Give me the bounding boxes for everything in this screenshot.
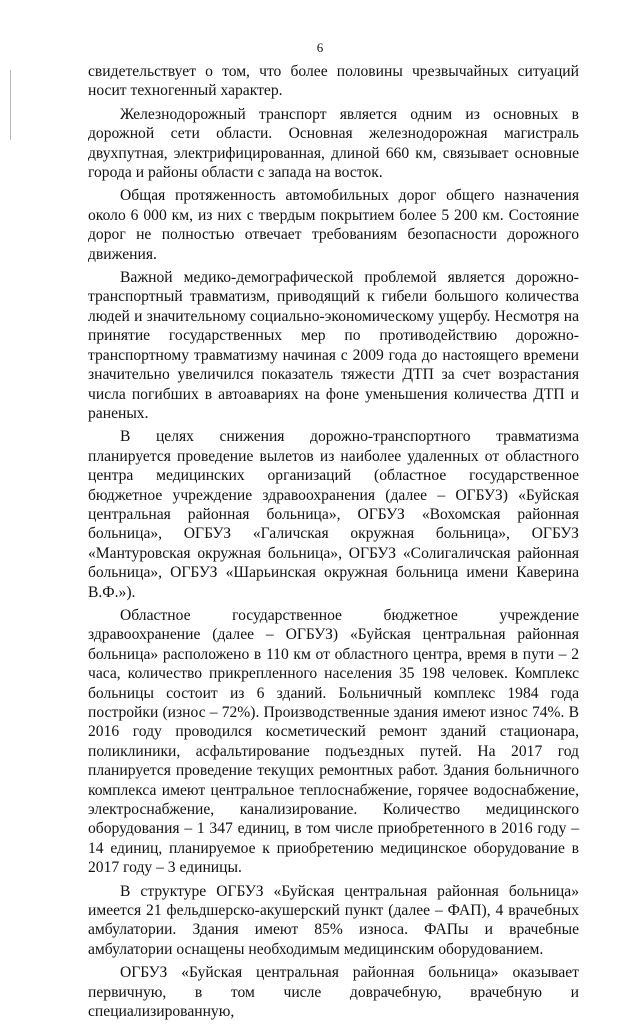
paragraph-medical-flights: В целях снижения дорожно-транспортного травматизма планируется проведение вылетов из наиболее удаленных от областного центра медицинских организаций (областное государственное бюджетное учреждение здравоохранения (далее – ОГБУЗ) «Буйская центральная районная больница», ОГБУЗ «Вохомская районная больница», ОГБУЗ «Галичская окружная больница», ОГБУЗ «Мантуровская окружная больница», ОГБУЗ «Солигаличская районная больница», ОГБУЗ «Шарьинская окружная больница имени Каверина В.Ф.»). [88,428,579,601]
paragraph-roads: Общая протяженность автомобильных дорог общего назначения около 6 000 км, из них с твердым покрытием более 5 200 км. Состояние дорог не полностью отвечает требованиям безопасности дорожного движения. [88,187,579,263]
paragraph-road-traffic-injuries: Важной медико-демографической проблемой является дорожно-транспортный травматизм, приводящий к гибели большого количества людей и значительному социально-экономическому ущербу. Несмотря на принятие государственных мер по противодействию дорожно-транспортному травматизму начиная с 2009 года до настоящего времени значительно увеличился показатель тяжести ДТП за счет возрастания числа погибших в автоавариях на фоне уменьшения количества ДТП и раненых. [88,269,579,422]
scan-margin-line [10,70,11,140]
page-number: 6 [316,40,324,55]
paragraph-emergencies-continued: свидетельствует о том, что более половины чрезвычайных ситуаций носит техногенный характер. [88,63,579,100]
paragraph-railway-transport: Железнодорожный транспорт является одним из основных в дорожной сети области. Основная железнодорожная магистраль двухпутная, электрифицированная, длиной 660 км, связывает основные города и районы области с запада на восток. [88,105,579,182]
document-body [88,62,579,1026]
paragraph-hospital-structure: В структуре ОГБУЗ «Буйская центральная районная больница» имеется 21 фельдшерско-акушерский пункт (далее – ФАП), 4 врачебных амбулатории. Здания имеют 85% износа. ФАПы и врачебные амбулатории оснащены необходимым медицинским оборудованием. [88,882,579,958]
paragraph-hospital-care: ОГБУЗ «Буйская центральная районная больница» оказывает первичную, в том числе доврачебную, врачебную и специализированную, [88,964,579,1021]
paragraph-buy-hospital: Областное государственное бюджетное учреждение здравоохранение (далее – ОГБУЗ) «Буйская центральная районная больница» расположено в 110 км от областного центра, время в пути – 2 часа, количество прикрепленного населения 35 198 человек. Комплекс больницы состоит из 6 зданий. Больничный комплекс 1984 года постройки (износ – 72%). Производственные здания имеют износ 74%. В 2016 году проводился косметический ремонт зданий стационара, поликлиники, асфальтирование подъездных путей. На 2017 год планируется проведение текущих ремонтных работ. Здания больничного комплекса имеют центральное теплоснабжение, горячее водоснабжение, электроснабжение, канализирование. Количество медицинского оборудования – 1 347 единиц, в том числе приобретенного в 2016 году – 14 единиц, планируемое к приобретению медицинское оборудование в 2017 году – 3 единицы. [88,606,579,877]
